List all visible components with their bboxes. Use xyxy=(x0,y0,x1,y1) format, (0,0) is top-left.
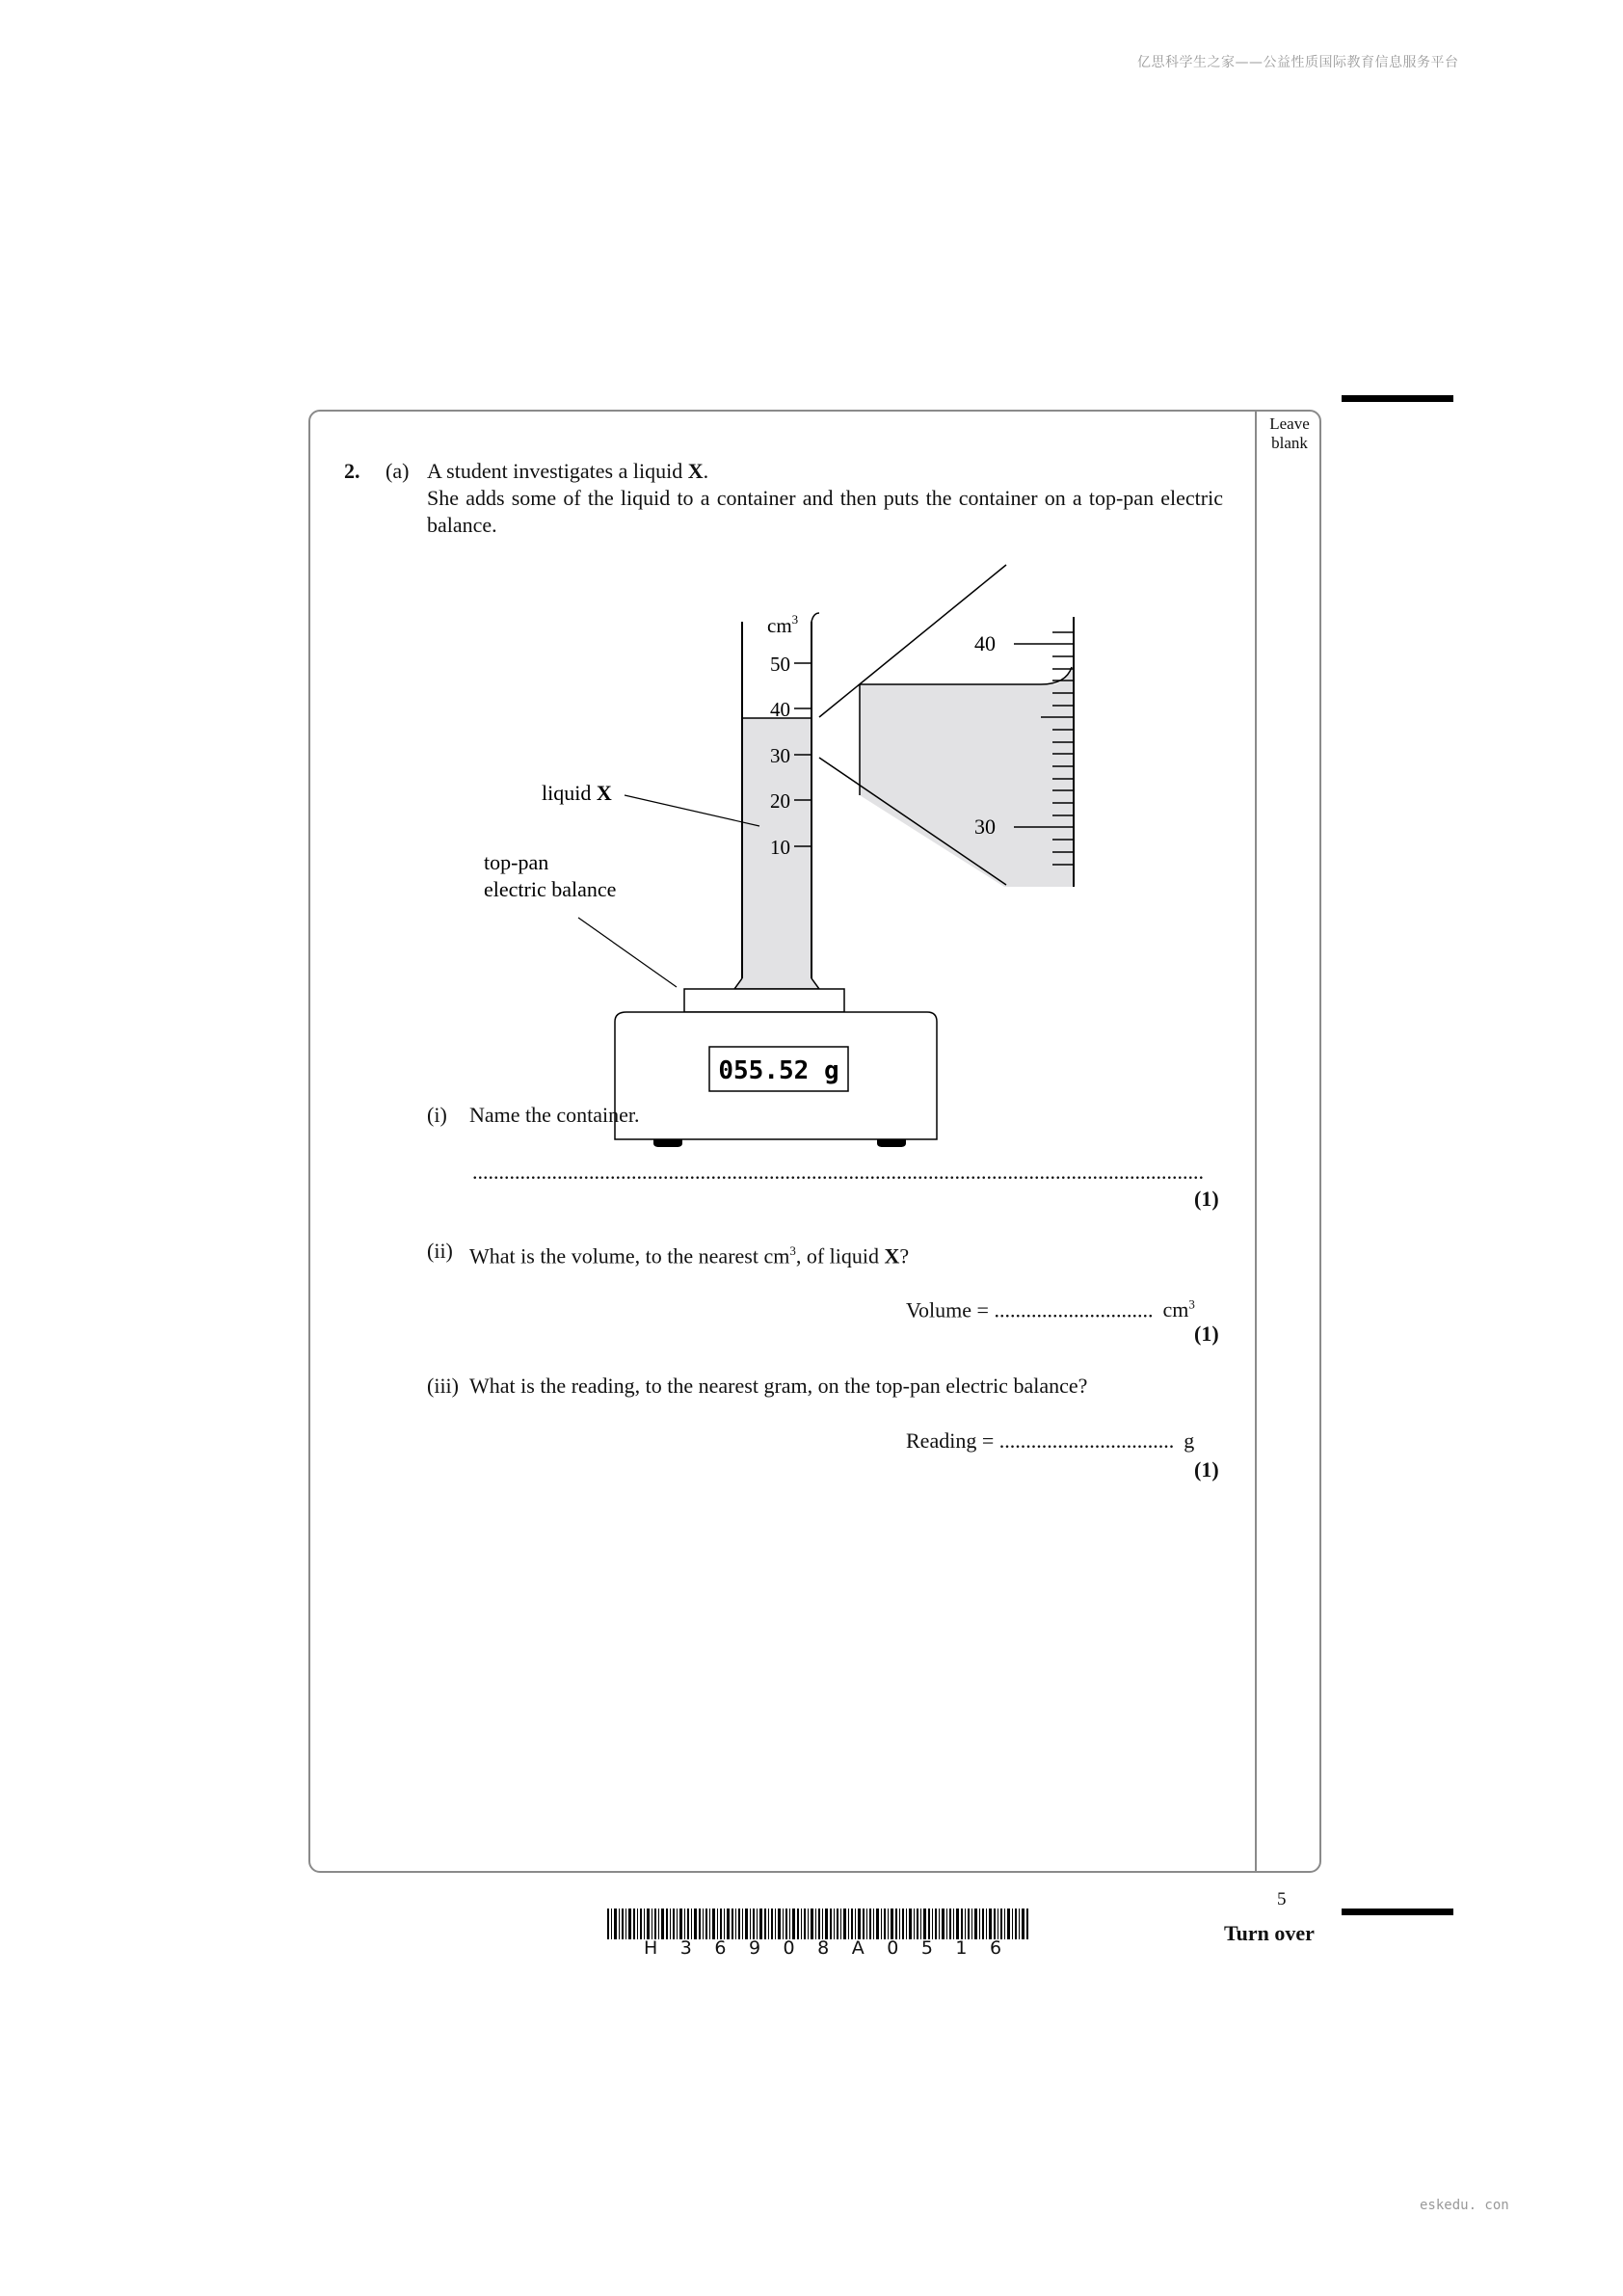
zoom-label-40: 40 xyxy=(974,631,996,655)
sub-ii-mark: (1) xyxy=(1194,1322,1219,1346)
zoom-label-30: 30 xyxy=(974,814,996,839)
question-intro-line-2: She adds some of the liquid to a container and then puts the container on a top-pan electric balance. xyxy=(427,486,1223,537)
balance-foot-left xyxy=(653,1139,682,1147)
barcode-text: H36908A0516 xyxy=(644,1937,1024,1959)
sub-ii-number: (ii) xyxy=(427,1239,453,1263)
cylinder-label-20: 20 xyxy=(770,789,790,813)
leave-blank-label xyxy=(1259,414,1320,453)
page-number: 5 xyxy=(1277,1889,1287,1909)
sub-ii-text: What is the volume, to the nearest $cm^3$, of liquid X? xyxy=(469,1243,910,1268)
liquid-x-label: liquid X xyxy=(542,781,612,805)
footer-watermark: eskedu. con xyxy=(1420,2198,1509,2213)
question-number: 2. xyxy=(344,459,360,483)
liquid-x-pointer xyxy=(625,795,759,826)
balance-pan xyxy=(684,989,844,1012)
balance-label-line-2: electric balance xyxy=(484,877,617,901)
reading-answer-line[interactable]: ................................. xyxy=(998,1428,1175,1453)
reading-unit: g xyxy=(1184,1428,1195,1453)
leave-blank-divider xyxy=(1255,412,1257,1871)
reading-label: Reading = xyxy=(906,1428,999,1453)
question-intro xyxy=(427,458,1223,539)
sub-i-answer-line[interactable]: .......................................................................................................................................... xyxy=(472,1160,1204,1184)
top-pan-balance xyxy=(615,989,937,1147)
balance-label-line-1: top-pan xyxy=(484,850,549,874)
measuring-cylinder xyxy=(734,612,819,989)
zoomed-liquid xyxy=(860,665,1074,887)
cylinder-label-10: 10 xyxy=(770,836,790,859)
apparatus-diagram xyxy=(463,559,1099,1085)
sub-iii-answer xyxy=(906,1428,1194,1455)
balance-display-reading: 055.52 g xyxy=(718,1056,839,1085)
sub-i-mark: (1) xyxy=(1194,1187,1219,1211)
watermark: 亿思科学生之家——公益性质国际教育信息服务平台 xyxy=(1137,55,1459,70)
question-intro-line-1: A student investigates a liquid X. xyxy=(427,459,709,483)
balance-foot-right xyxy=(877,1139,906,1147)
sub-i-number: (i) xyxy=(427,1103,447,1127)
sub-iii-number: (iii) xyxy=(427,1374,459,1398)
zoomed-scale-view xyxy=(819,565,1074,887)
volume-unit: $cm^3$ xyxy=(1162,1297,1195,1322)
volume-answer-line[interactable]: .............................. xyxy=(994,1297,1154,1322)
volume-label: Volume = xyxy=(906,1297,995,1322)
cylinder-label-50: 50 xyxy=(770,653,790,676)
turn-over: Turn over xyxy=(1224,1921,1315,1945)
cylinder-label-40: 40 xyxy=(770,698,790,721)
sub-ii-answer xyxy=(906,1292,1195,1323)
sub-iii-text: What is the reading, to the nearest gram, on the top-pan electric balance? xyxy=(469,1374,1088,1398)
sub-i-text: Name the container. xyxy=(469,1103,640,1127)
balance-pointer xyxy=(578,918,677,987)
barcode xyxy=(607,1909,1031,1939)
cylinder-unit: $cm^3$ xyxy=(767,612,799,637)
leave-blank-text: Leave blank xyxy=(1269,414,1310,452)
cylinder-label-30: 30 xyxy=(770,744,790,767)
sub-iii-mark: (1) xyxy=(1194,1457,1219,1482)
registration-bar-top xyxy=(1342,395,1453,402)
question-part: (a) xyxy=(386,459,410,483)
registration-bar-bottom xyxy=(1342,1909,1453,1915)
